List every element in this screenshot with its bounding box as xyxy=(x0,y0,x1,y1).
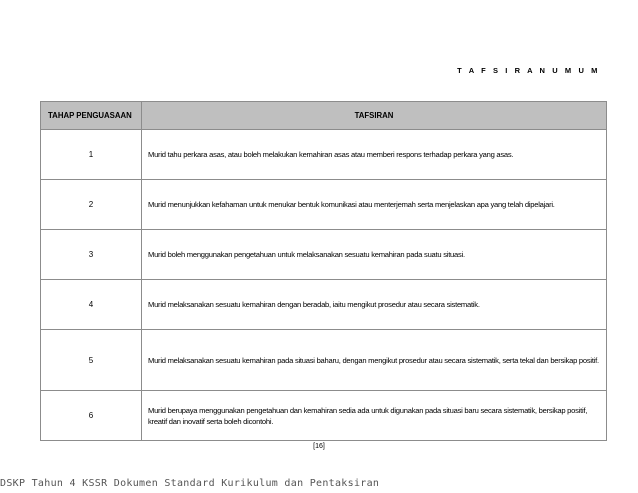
description-cell: Murid melaksanakan sesuatu kemahiran dengan beradab, iaitu mengikut prosedur atau secara sistematik. xyxy=(142,280,607,330)
table-row xyxy=(41,330,607,391)
description-cell: Murid melaksanakan sesuatu kemahiran pada situasi baharu, dengan mengikut prosedur atau secara sistematik, serta tekal dan bersikap positif. xyxy=(142,330,607,391)
table-row xyxy=(41,130,607,180)
column-header-level: TAHAP PENGUASAAN xyxy=(41,102,142,130)
table-row xyxy=(41,230,607,280)
level-cell: 5 xyxy=(41,330,142,391)
description-cell: Murid tahu perkara asas, atau boleh melakukan kemahiran asas atau memberi respons terhadap perkara yang asas. xyxy=(142,130,607,180)
table-row xyxy=(41,180,607,230)
column-header-description: TAFSIRAN xyxy=(142,102,607,130)
document-footer: DSKP Tahun 4 KSSR Dokumen Standard Kurikulum dan Pentaksiran xyxy=(0,478,380,489)
description-cell: Murid boleh menggunakan pengetahuan untuk melaksanakan sesuatu kemahiran pada suatu situasi. xyxy=(142,230,607,280)
level-cell: 3 xyxy=(41,230,142,280)
level-cell: 6 xyxy=(41,391,142,441)
level-cell: 4 xyxy=(41,280,142,330)
level-cell: 2 xyxy=(41,180,142,230)
description-cell: Murid berupaya menggunakan pengetahuan dan kemahiran sedia ada untuk digunakan pada situasi baru secara sistematik, bersikap positif, kreatif dan inovatif serta boleh dicontohi. xyxy=(142,391,607,441)
table-row xyxy=(41,280,607,330)
description-cell: Murid menunjukkan kefahaman untuk menukar bentuk komunikasi atau menterjemah serta menjelaskan apa yang telah dipelajari. xyxy=(142,180,607,230)
level-cell: 1 xyxy=(41,130,142,180)
page-number: [16] xyxy=(313,443,325,450)
interpretation-table xyxy=(40,101,607,441)
table-header-row xyxy=(41,102,607,130)
table-row xyxy=(41,391,607,441)
section-heading: T A F S I R A N U M U M xyxy=(457,66,600,75)
